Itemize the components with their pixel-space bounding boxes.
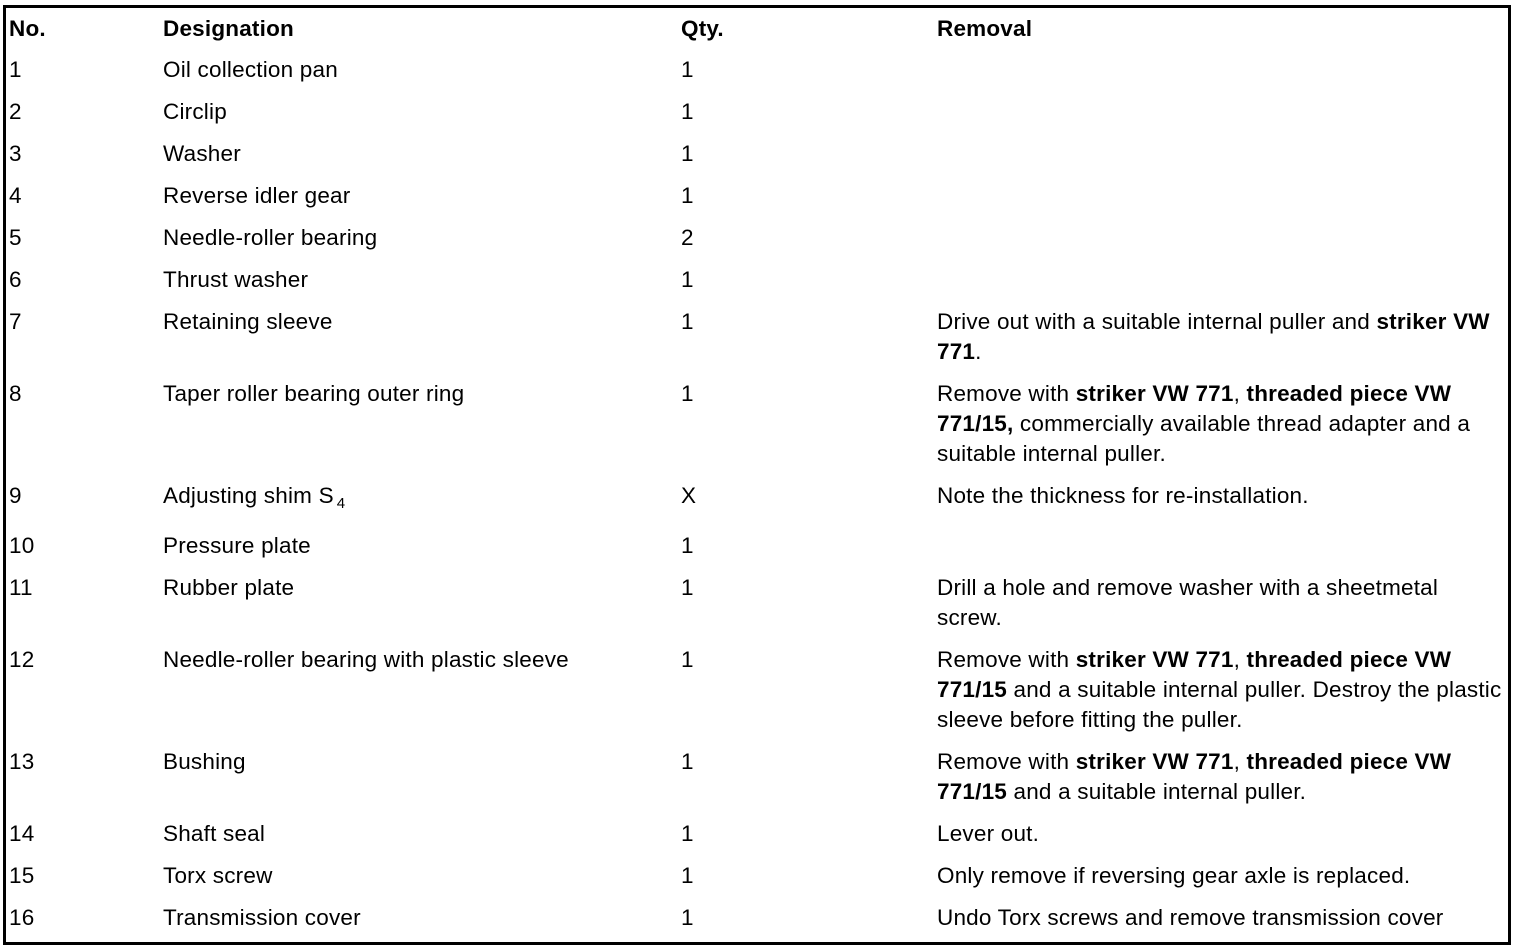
header-qty: Qty. (681, 16, 724, 41)
cell-no: 15 (9, 863, 35, 888)
designation-subscript: 4 (336, 495, 346, 512)
removal-text: Remove with (937, 381, 1076, 406)
table-row (6, 301, 1508, 373)
designation-text: Pressure plate (163, 533, 311, 558)
designation-text: Oil collection pan (163, 57, 338, 82)
cell-qty: 1 (681, 381, 694, 406)
cell-designation (160, 567, 678, 639)
cell-no: 12 (9, 647, 35, 672)
cell-designation (160, 525, 678, 567)
cell-no: 9 (9, 483, 22, 508)
cell-qty: 1 (681, 57, 694, 82)
cell-removal (934, 897, 1508, 939)
removal-text: , (1233, 381, 1247, 406)
removal-text: Remove with (937, 647, 1076, 672)
cell-designation (160, 301, 678, 373)
table-row (6, 217, 1508, 259)
removal-text: . (975, 339, 982, 364)
designation-text: Transmission cover (163, 905, 361, 930)
header-removal: Removal (937, 16, 1033, 41)
removal-text: Note the thickness for re-installation. (937, 483, 1309, 508)
cell-removal (934, 373, 1508, 475)
cell-qty: 1 (681, 533, 694, 558)
removal-text: Drill a hole and remove washer with a sheetmetal screw. (937, 575, 1439, 630)
cell-qty: X (681, 483, 697, 508)
parts-table-frame (3, 5, 1511, 945)
cell-qty: 1 (681, 183, 694, 208)
removal-text: Drive out with a suitable internal puller and (937, 309, 1377, 334)
cell-removal (934, 259, 1508, 301)
cell-qty: 1 (681, 267, 694, 292)
cell-qty: 1 (681, 821, 694, 846)
removal-tool-reference: striker VW 771 (1075, 749, 1234, 774)
designation-text: Torx screw (163, 863, 273, 888)
cell-designation (160, 49, 678, 91)
removal-tool-reference: striker VW 771 (1075, 647, 1234, 672)
removal-tool-reference: threaded piece VW 771/15, (937, 381, 1452, 436)
cell-removal (934, 525, 1508, 567)
cell-removal (934, 475, 1508, 525)
designation-text: Retaining sleeve (163, 309, 333, 334)
cell-removal (934, 567, 1508, 639)
table-row (6, 567, 1508, 639)
removal-text: Only remove if reversing gear axle is replaced. (937, 863, 1411, 888)
table-row (6, 897, 1508, 939)
cell-no: 7 (9, 309, 22, 334)
designation-text: Needle-roller bearing with plastic sleeve (163, 647, 569, 672)
designation-text: Shaft seal (163, 821, 266, 846)
cell-qty: 1 (681, 749, 694, 774)
designation-text: Adjusting shim S (163, 483, 334, 508)
table-row (6, 855, 1508, 897)
cell-removal (934, 91, 1508, 133)
cell-removal (934, 813, 1508, 855)
table-row (6, 133, 1508, 175)
table-row (6, 373, 1508, 475)
table-row (6, 639, 1508, 741)
removal-tool-reference: striker VW 771 (1075, 381, 1234, 406)
designation-text: Rubber plate (163, 575, 295, 600)
table-row (6, 259, 1508, 301)
cell-qty: 1 (681, 863, 694, 888)
removal-tool-reference: threaded piece VW 771/15 (937, 749, 1452, 804)
cell-removal (934, 217, 1508, 259)
table-row (6, 475, 1508, 525)
cell-qty: 1 (681, 905, 694, 930)
cell-no: 4 (9, 183, 22, 208)
cell-removal (934, 175, 1508, 217)
removal-text: , (1233, 647, 1247, 672)
cell-removal (934, 133, 1508, 175)
table-row (6, 813, 1508, 855)
cell-qty: 1 (681, 141, 694, 166)
designation-text: Washer (163, 141, 241, 166)
cell-designation (160, 217, 678, 259)
parts-table (6, 8, 1508, 939)
cell-no: 6 (9, 267, 22, 292)
cell-qty: 1 (681, 99, 694, 124)
cell-no: 13 (9, 749, 35, 774)
cell-designation (160, 813, 678, 855)
removal-text: and a suitable internal puller. (1007, 779, 1307, 804)
cell-removal (934, 49, 1508, 91)
cell-no: 1 (9, 57, 22, 82)
cell-removal (934, 301, 1508, 373)
cell-no: 5 (9, 225, 22, 250)
table-header-row (6, 8, 1508, 49)
cell-qty: 1 (681, 575, 694, 600)
table-row (6, 525, 1508, 567)
removal-text: Remove with (937, 749, 1076, 774)
cell-qty: 2 (681, 225, 694, 250)
table-row (6, 49, 1508, 91)
removal-text: , (1233, 749, 1247, 774)
cell-designation (160, 91, 678, 133)
cell-qty: 1 (681, 309, 694, 334)
cell-no: 11 (9, 575, 33, 600)
cell-no: 14 (9, 821, 35, 846)
cell-designation (160, 855, 678, 897)
designation-text: Taper roller bearing outer ring (163, 381, 465, 406)
cell-designation (160, 259, 678, 301)
cell-no: 3 (9, 141, 22, 166)
cell-removal (934, 741, 1508, 813)
removal-text: Undo Torx screws and remove transmission cover (937, 905, 1444, 930)
designation-text: Needle-roller bearing (163, 225, 378, 250)
cell-designation (160, 741, 678, 813)
removal-tool-reference: striker VW 771 (937, 309, 1490, 364)
removal-text: Lever out. (937, 821, 1040, 846)
header-designation: Designation (163, 16, 294, 41)
designation-text: Thrust washer (163, 267, 309, 292)
cell-no: 10 (9, 533, 35, 558)
cell-designation (160, 475, 678, 525)
designation-text: Circlip (163, 99, 227, 124)
cell-designation (160, 897, 678, 939)
header-no: No. (9, 16, 46, 41)
designation-text: Bushing (163, 749, 246, 774)
cell-qty: 1 (681, 647, 694, 672)
removal-text: and a suitable internal puller. Destroy the plastic sleeve before fitting the puller. (937, 677, 1502, 732)
designation-text: Reverse idler gear (163, 183, 351, 208)
cell-no: 16 (9, 905, 35, 930)
removal-text: commercially available thread adapter and a suitable internal puller. (937, 411, 1471, 466)
table-row (6, 91, 1508, 133)
cell-no: 8 (9, 381, 22, 406)
cell-no: 2 (9, 99, 22, 124)
cell-designation (160, 639, 678, 741)
cell-designation (160, 133, 678, 175)
cell-designation (160, 175, 678, 217)
cell-removal (934, 639, 1508, 741)
removal-tool-reference: threaded piece VW 771/15 (937, 647, 1452, 702)
cell-designation (160, 373, 678, 475)
table-row (6, 741, 1508, 813)
cell-removal (934, 855, 1508, 897)
table-row (6, 175, 1508, 217)
